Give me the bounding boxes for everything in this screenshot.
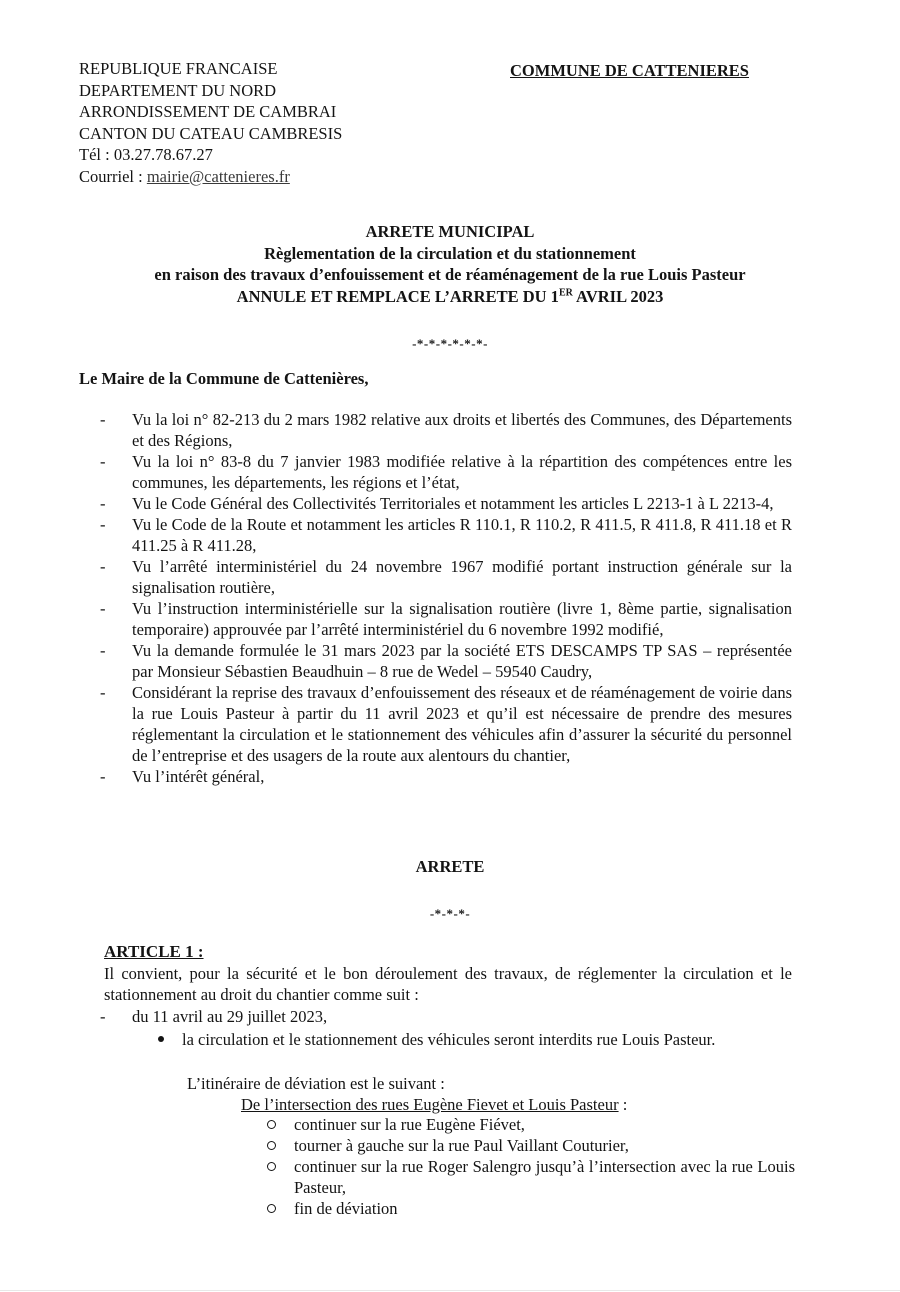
article-1-text: Il convient, pour la sécurité et le bon déroulement des travaux, de réglementer la circulation et le stationnement au droit du chantier comme suit : — [104, 964, 792, 1004]
title-annule-text: ANNULE ET REMPLACE L’ARRETE DU 1 — [236, 286, 559, 306]
itinerary-start: De l’intersection des rues Eugène Fievet et Louis Pasteur : — [241, 1095, 628, 1114]
email-label: Courriel : — [79, 166, 147, 186]
title-annule-sup: ER — [558, 287, 573, 298]
list-item: - Vu le Code de la Route et notamment les articles R 110.1, R 110.2, R 411.5, R 411.8, R 411.18 et R 411.25 à R 411.28, — [100, 515, 792, 555]
title-annule-date: AVRIL 2023 — [572, 286, 664, 306]
title-annule-remplace — [0, 286, 900, 308]
header-line-canton: CANTON DU CATEAU CAMBRESIS — [79, 123, 343, 143]
header-line-arrondissement: ARRONDISSEMENT DE CAMBRAI — [79, 102, 337, 121]
circle-bullet-icon — [267, 1120, 276, 1129]
list-item: - Vu la loi n° 83-8 du 7 janvier 1983 modifiée relative à la répartition des compétences entre les communes, les départements, les régions et l’état, — [100, 452, 792, 492]
separator-arrete: -*-*-*- — [429, 906, 471, 921]
header-line-phone: Tél : 03.27.78.67.27 — [79, 145, 213, 164]
page-edge — [0, 1290, 900, 1291]
list-item: - Vu l’instruction interministérielle sur la signalisation routière (livre 1, 8ème partie, signalisation temporaire) approuvée par l’arrêté interministériel du 6 novembre 1992 modifié, — [100, 599, 792, 639]
circle-bullet-icon — [267, 1141, 276, 1150]
list-item: - Vu le Code Général des Collectivités Territoriales et notamment les articles L 2213-1 à L 2213-4, — [100, 494, 774, 513]
considerations-list — [100, 409, 792, 787]
separator-top: -*-*-*-*-*-*- — [412, 336, 488, 351]
list-item: - Vu l’arrêté interministériel du 24 novembre 1967 modifié portant instruction générale sur la signalisation routière, — [100, 557, 792, 597]
detour-steps — [267, 1114, 795, 1219]
itinerary-intro: L’itinéraire de déviation est le suivant : — [187, 1074, 445, 1093]
header-line-email — [79, 166, 342, 188]
circle-bullet-icon — [267, 1162, 276, 1171]
maire-heading: Le Maire de la Commune de Cattenières, — [79, 369, 369, 388]
period-text: du 11 avril au 29 juillet 2023, — [132, 1007, 328, 1026]
article-1-measure — [158, 1029, 715, 1050]
list-item: - Vu l’intérêt général, — [100, 767, 265, 786]
title-travaux: en raison des travaux d’enfouissement et de réaménagement de la rue Louis Pasteur — [154, 265, 746, 284]
circle-bullet-icon — [267, 1204, 276, 1213]
commune-name: COMMUNE DE CATTENIERES — [510, 61, 749, 80]
header-line-departement: DEPARTEMENT DU NORD — [79, 80, 277, 100]
title-arrete-municipal: ARRETE MUNICIPAL — [365, 222, 535, 241]
administration-header — [79, 58, 342, 187]
header-line-republique: REPUBLIQUE FRANCAISE — [79, 59, 278, 78]
list-item: continuer sur la rue Eugène Fiévet, — [267, 1114, 795, 1135]
list-item: - Vu la demande formulée le 31 mars 2023 par la société ETS DESCAMPS TP SAS – représentée par Monsieur Sébastien Beaudhuin – 8 rue de Wedel – 59540 Caudry, — [100, 641, 792, 681]
list-item: fin de déviation — [267, 1198, 795, 1219]
email-link[interactable]: mairie@cattenieres.fr — [146, 166, 290, 186]
list-item: continuer sur la rue Roger Salengro jusqu’à l’intersection avec la rue Louis Pasteur, — [267, 1156, 795, 1198]
arrete-heading: ARRETE — [415, 857, 485, 876]
list-item: tourner à gauche sur la rue Paul Vaillant Couturier, — [267, 1135, 795, 1156]
measure-text: la circulation et le stationnement des véhicules seront interdits rue Louis Pasteur. — [182, 1030, 716, 1049]
document-page: REPUBLIQUE FRANCAISE DEPARTEMENT DU NORD ARRONDISSEMENT DE CAMBRAI CANTON DU CATEAU CAMBRESIS Tél : 03.27.78.67.27 Courriel : mairie@cattenieres.fr COMMUNE DE CATTENIERES ARRETE MUNICIPAL Règlementation de la circulation et du stationnement en raison des travaux d’enfouissement et de réaménagement de la rue Louis Pasteur ANNULE ET REMPLACE L’ARRETE DU 1ER AVRIL 2023 -*-*-*-*-*-*- Le Maire de la Commune de Cattenières, - Vu la loi n° 82-213 du 2 mars 1982 relative aux droits et libertés des Communes, des Départements et des Régions, - Vu la loi n° 83-8 du 7 janvier 1983 modifiée relative à la répartition des compétences entre les communes, les départements, les régions et l’état, - Vu le Code Général des Collectivités Territoriales et notamment les articles L 2213-1 à L 2213-4, - Vu le Code de la Route et notamment les articles R 110.1, R 110.2, R 411.5, R 411.8, R 411.18 et R 411.25 à R 411.28, - Vu l’arrêté interministériel du 24 novembre 1967 modifié portant instruction générale sur la signalisation routière, - Vu l’instruction interministérielle sur la signalisation routière (livre 1, 8ème partie, signalisation temporaire) approuvée par l’arrêté interministériel du 6 novembre 1992 modifié, - Vu la demande formulée le 31 mars 2023 par la société ETS DESCAMPS TP SAS – représentée par Monsieur Sébastien Beaudhuin – 8 rue de Wedel – 59540 Caudry, - Considérant la reprise des travaux d’enfouissement des réseaux et de réaménagement de voirie dans la rue Louis Pasteur à partir du 11 avril 2023 et qu’il est nécessaire de prendre des mesures réglementant la circulation et le stationnement des véhicules afin d’assurer la sécurité du personnel de l’entreprise et des usagers de la route aux alentours du chantier, - Vu l’intérêt général, ARRETE -*-*-*- ARTICLE 1 : Il convient, pour la sécurité et le bon déroulement des travaux, de réglementer la circulation et le stationnement au droit du chantier comme suit : - du 11 avril au 29 juillet 2023, la circulation et le stationnement des véhicules seront interdits rue Louis Pasteur. L’itinéraire de déviation est le suivant : De l’intersection des rues Eugène Fievet et Louis Pasteur : continuer sur la rue Eugène Fiévet, tourner à gauche sur la rue Paul Vaillant Couturier, continuer sur la rue Roger Salengro jusqu’à l’intersection avec la rue Louis Pasteur, fin de déviation — [0, 0, 900, 1292]
itinerary-start-text: De l’intersection des rues Eugène Fievet et Louis Pasteur — [241, 1095, 619, 1114]
title-reglementation: Règlementation de la circulation et du stationnement — [264, 243, 636, 263]
bullet-icon — [158, 1036, 164, 1042]
decree-title — [0, 221, 900, 307]
article-1-title: ARTICLE 1 : — [104, 942, 204, 961]
list-item: - Considérant la reprise des travaux d’enfouissement des réseaux et de réaménagement de voirie dans la rue Louis Pasteur à partir du 11 avril 2023 et qu’il est nécessaire de prendre des mesures réglementant la circulation et le stationnement des véhicules afin d’assurer la sécurité du personnel de l’entreprise et des usagers de la route aux alentours du chantier, — [100, 683, 792, 765]
list-item: - Vu la loi n° 82-213 du 2 mars 1982 relative aux droits et libertés des Communes, des Départements et des Régions, — [100, 410, 792, 450]
